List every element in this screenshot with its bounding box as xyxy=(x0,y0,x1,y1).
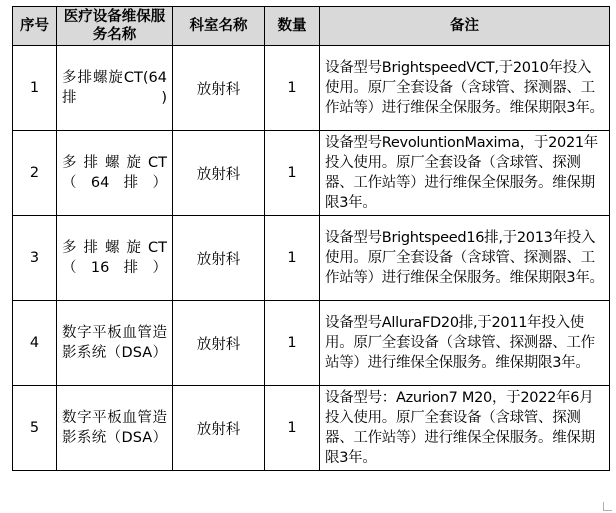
row-no: 5 xyxy=(13,386,57,471)
row-service-name: 数字平板血管造影系统（DSA） xyxy=(57,301,173,386)
row-quantity: 1 xyxy=(265,301,320,386)
row-service-name: 多排螺旋CT（64排） xyxy=(57,131,173,216)
equipment-maintenance-table xyxy=(12,6,610,471)
row-department: 放射科 xyxy=(173,386,265,471)
table-header-row xyxy=(13,7,610,46)
header-quantity: 数量 xyxy=(265,7,320,46)
row-quantity: 1 xyxy=(265,131,320,216)
header-department: 科室名称 xyxy=(173,7,265,46)
row-no: 1 xyxy=(13,46,57,131)
row-notes: 设备型号BrightspeedVCT,于2010年投入使用。原厂全套设备（含球管、探测器、工作站等）进行维保全保服务。维保期限3年。 xyxy=(320,46,610,131)
row-quantity: 1 xyxy=(265,386,320,471)
header-no: 序号 xyxy=(13,7,57,46)
row-service-name: 数字平板血管造影系统（DSA） xyxy=(57,386,173,471)
row-notes: 设备型号AlluraFD20排,于2011年投入使用。原厂全套设备（含球管、探测器、工作站等）进行维保全保服务。维保期限3年。 xyxy=(320,301,610,386)
row-department: 放射科 xyxy=(173,46,265,131)
row-no: 3 xyxy=(13,216,57,301)
table-row xyxy=(13,386,610,471)
row-department: 放射科 xyxy=(173,301,265,386)
row-quantity: 1 xyxy=(265,216,320,301)
table-row xyxy=(13,131,610,216)
table-row xyxy=(13,301,610,386)
row-department: 放射科 xyxy=(173,216,265,301)
row-notes: 设备型号Brightspeed16排,于2013年投入使用。原厂全套设备（含球管、探测器、工作站等）进行维保全保服务。维保期限3年。 xyxy=(320,216,610,301)
row-no: 4 xyxy=(13,301,57,386)
table-row xyxy=(13,46,610,131)
text-cursor-mark xyxy=(603,502,612,511)
header-service-name: 医疗设备维保服务名称 xyxy=(57,7,173,46)
row-service-name: 多排螺旋CT(64排) xyxy=(57,46,173,131)
row-notes: 设备型号：Azurion7 M20，于2022年6月投入使用。原厂全套设备（含球管、探测器、工作站等）进行维保全保服务。维保期限3年。 xyxy=(320,386,610,471)
table-row xyxy=(13,216,610,301)
header-notes: 备注 xyxy=(320,7,610,46)
row-no: 2 xyxy=(13,131,57,216)
row-department: 放射科 xyxy=(173,131,265,216)
row-notes: 设备型号RevoluntionMaxima，于2021年投入使用。原厂全套设备（含球管、探测器、工作站等）进行维保全保服务。维保期限3年。 xyxy=(320,131,610,216)
row-quantity: 1 xyxy=(265,46,320,131)
row-service-name: 多排螺旋CT（16排） xyxy=(57,216,173,301)
